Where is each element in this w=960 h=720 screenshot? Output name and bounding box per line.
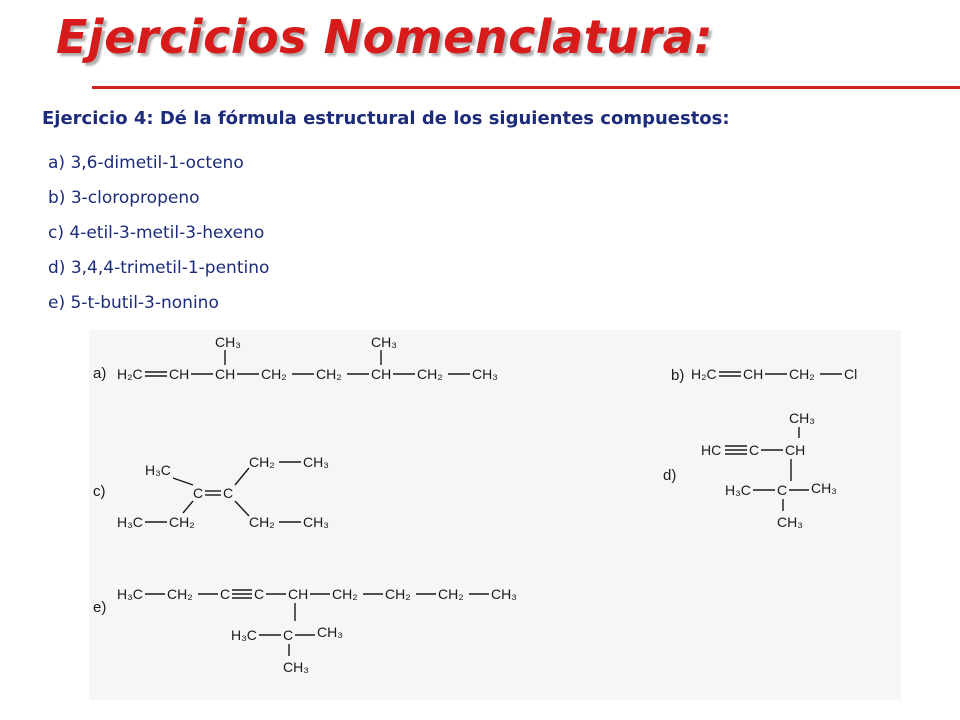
structure-d-atom: C — [777, 482, 788, 498]
structure-e-atom: CH₂ — [385, 586, 411, 602]
structure-e-atom: CH₂ — [167, 586, 193, 602]
exercise-instruction: Ejercicio 4: Dé la fórmula estructural de los siguientes compuestos: — [42, 108, 730, 129]
structure-e-atom: H₃C — [231, 627, 257, 643]
structure-e-letter: e) — [93, 599, 107, 616]
structure-a — [93, 334, 498, 382]
structure-c-bond — [173, 478, 193, 485]
structure-d-atom: C — [749, 442, 760, 458]
structure-c-atom: CH₃ — [303, 514, 329, 530]
structural-formulas-image — [89, 330, 901, 700]
structure-e-atom: C — [254, 586, 265, 602]
structure-e-atom: CH₂ — [332, 586, 358, 602]
compound-item-b: b) 3-cloropropeno — [48, 188, 200, 208]
compound-item-c: c) 4-etil-3-metil-3-hexeno — [48, 223, 265, 243]
structure-b-letter: b) — [671, 367, 685, 384]
structure-d-atom: CH₃ — [777, 514, 803, 530]
structure-c-atom: CH₂ — [249, 514, 275, 530]
structure-d-atom: CH — [785, 442, 806, 458]
structure-a-atom: CH₂ — [417, 366, 443, 382]
structure-c-atom: H₃C — [117, 514, 143, 530]
structure-a-atom: CH₂ — [316, 366, 342, 382]
structure-c-atom: C — [223, 485, 234, 501]
structure-c-bond — [183, 501, 193, 513]
structure-e-atom: C — [283, 627, 294, 643]
structure-d-letter: d) — [663, 467, 677, 484]
title-underline — [92, 86, 960, 89]
structure-e-atom: CH₃ — [491, 586, 517, 602]
structure-b-atom: Cl — [844, 366, 858, 382]
structure-e-atom: CH₃ — [283, 659, 309, 675]
structure-a-atom: CH₂ — [261, 366, 287, 382]
structure-b-atom: H₂C — [691, 366, 717, 382]
structure-a-atom: CH₃ — [472, 366, 498, 382]
structure-b-atom: CH — [743, 366, 764, 382]
structure-e-atom: CH — [288, 586, 309, 602]
structure-c-atom: CH₃ — [303, 454, 329, 470]
compound-item-e: e) 5-t-butil-3-nonino — [48, 293, 219, 313]
structure-c-bond — [235, 468, 249, 485]
structure-c-atom: CH₂ — [249, 454, 275, 470]
structure-c-atom: C — [193, 485, 204, 501]
structure-e-atom: CH₂ — [438, 586, 464, 602]
structure-d-atom: H₃C — [725, 482, 751, 498]
structure-a-atom: CH — [169, 366, 190, 382]
compound-item-d: d) 3,4,4-trimetil-1-pentino — [48, 258, 270, 278]
structural-formulas-svg — [89, 330, 901, 700]
structure-a-atom: H₂C — [117, 366, 143, 382]
structure-c-atom: H₃C — [145, 462, 171, 478]
structure-a-atom: CH — [371, 366, 392, 382]
structure-a-letter: a) — [93, 365, 107, 382]
structure-a-atom: CH — [215, 366, 236, 382]
structure-a-substituent: CH₃ — [215, 334, 241, 350]
structure-e — [93, 586, 517, 675]
structure-e-atom: C — [220, 586, 231, 602]
structure-d-atom: CH₃ — [789, 410, 815, 426]
structure-d — [663, 410, 837, 530]
structure-c-letter: c) — [93, 483, 106, 500]
compound-list — [48, 150, 269, 325]
structure-b-atom: CH₂ — [789, 366, 815, 382]
structure-c-bond — [235, 501, 249, 516]
slide-title: Ejercicios Nomenclatura: — [56, 10, 714, 64]
compound-item-a: a) 3,6-dimetil-1-octeno — [48, 153, 244, 173]
structure-d-atom: CH₃ — [811, 480, 837, 496]
structure-c-atom: CH₂ — [169, 514, 195, 530]
structure-e-atom: CH₃ — [317, 624, 343, 640]
structure-c — [93, 454, 329, 530]
structure-e-atom: H₃C — [117, 586, 143, 602]
structure-b — [671, 366, 857, 384]
structure-d-atom: HC — [701, 442, 722, 458]
structure-a-substituent: CH₃ — [371, 334, 397, 350]
